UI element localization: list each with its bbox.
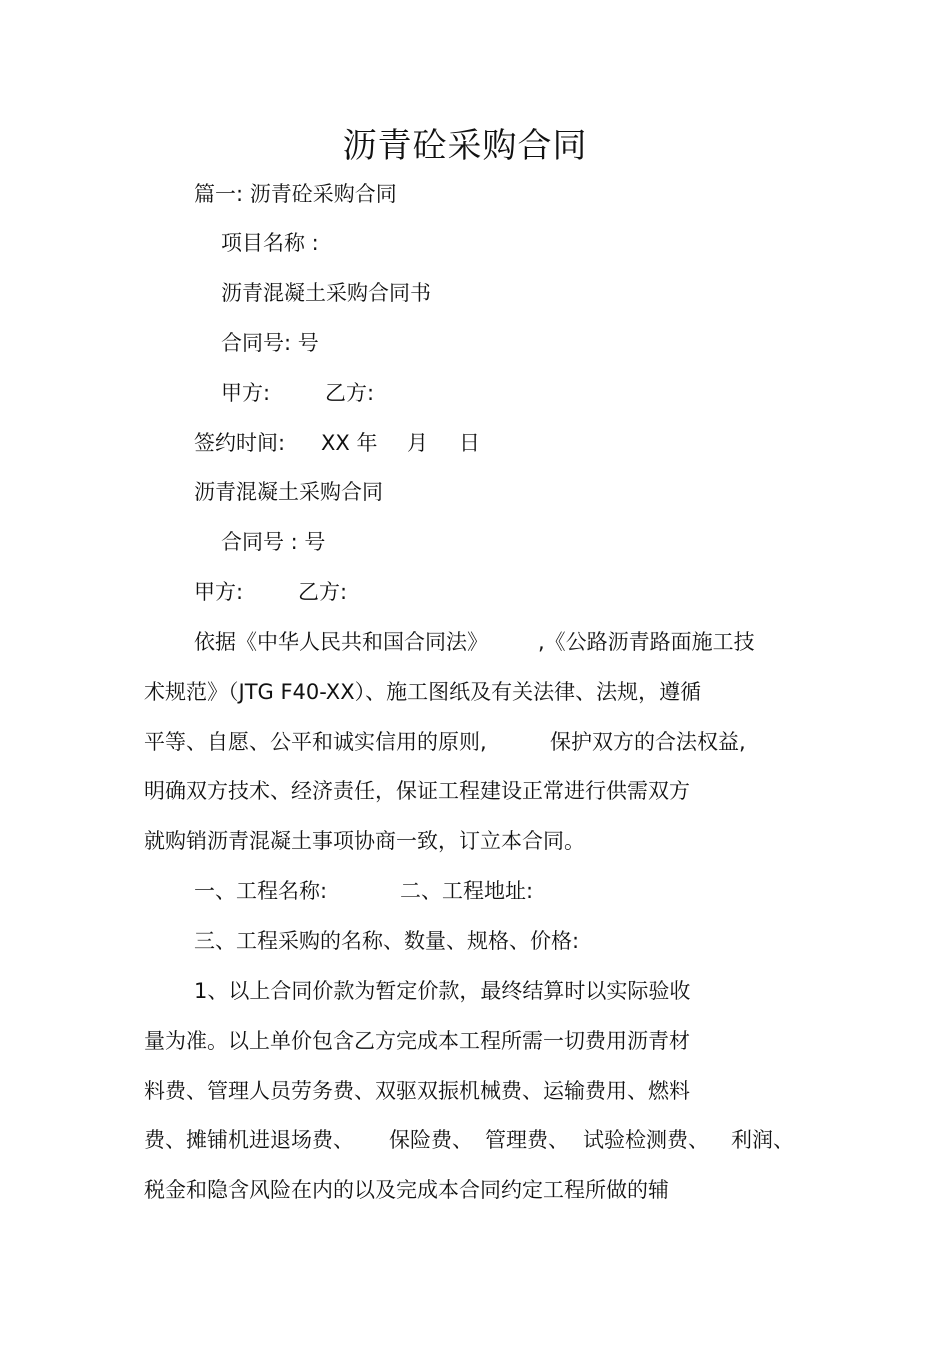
basis-paragraph-line: 保护双方的合法权益, [550,730,746,754]
section-heading: 篇一: 沥青砼采购合同 [194,182,397,206]
basis-paragraph-line: 平等、自愿、公平和诚实信用的原则, [144,730,487,754]
contract-number-line: 合同号: 号 [221,331,319,355]
price-paragraph-line: 税金和隐含风险在内的以及完成本合同约定工程所做的辅 [144,1178,669,1202]
sign-time-label: 签约时间: [194,431,286,455]
price-paragraph-line: 试验检测费、 [583,1128,709,1152]
basis-paragraph-line: ,《公路沥青路面施工技 [538,630,755,654]
party-a-label-secondary: 甲方: [194,580,244,604]
clause-project-address: 二、工程地址: [400,879,534,903]
contract-book-title: 沥青混凝土采购合同书 [221,281,431,305]
basis-paragraph-line: 依据《中华人民共和国合同法》 [194,630,488,654]
sign-day: 日 [459,431,480,455]
clause-project-name: 一、工程名称: [194,879,328,903]
basis-paragraph-line: 术规范》（JTG F40-XX）、施工图纸及有关法律、法规，遵循 [144,680,702,704]
party-b-label-secondary: 乙方: [298,580,348,604]
contract-number-line-secondary: 合同号 : 号 [221,530,326,554]
sign-month: 月 [407,431,428,455]
document-title: 沥青砼采购合同 [342,126,588,166]
basis-paragraph-line: 明确双方技术、经济责任，保证工程建设正常进行供需双方 [144,779,690,803]
party-b-label: 乙方: [325,381,375,405]
price-paragraph-line: 管理费、 [485,1128,569,1152]
party-a-label: 甲方: [221,381,271,405]
project-name-label: 项目名称 : [221,231,319,255]
price-paragraph-line: 料费、管理人员劳务费、双驱双振机械费、运输费用、燃料 [144,1079,690,1103]
price-paragraph-line: 量为准。以上单价包含乙方完成本工程所需一切费用沥青材 [144,1029,690,1053]
contract-title-secondary: 沥青混凝土采购合同 [194,480,383,504]
basis-paragraph-line: 就购销沥青混凝土事项协商一致，订立本合同。 [144,829,585,853]
sign-year: XX 年 [321,431,378,455]
clause-procurement-details: 三、工程采购的名称、数量、规格、价格: [194,929,580,953]
price-paragraph-line: 费、摊铺机进退场费、 [144,1128,354,1152]
price-paragraph-line: 1、以上合同价款为暂定价款，最终结算时以实际验收 [194,979,691,1003]
price-paragraph-line: 保险费、 [389,1128,473,1152]
price-paragraph-line: 利润、 [731,1128,794,1152]
